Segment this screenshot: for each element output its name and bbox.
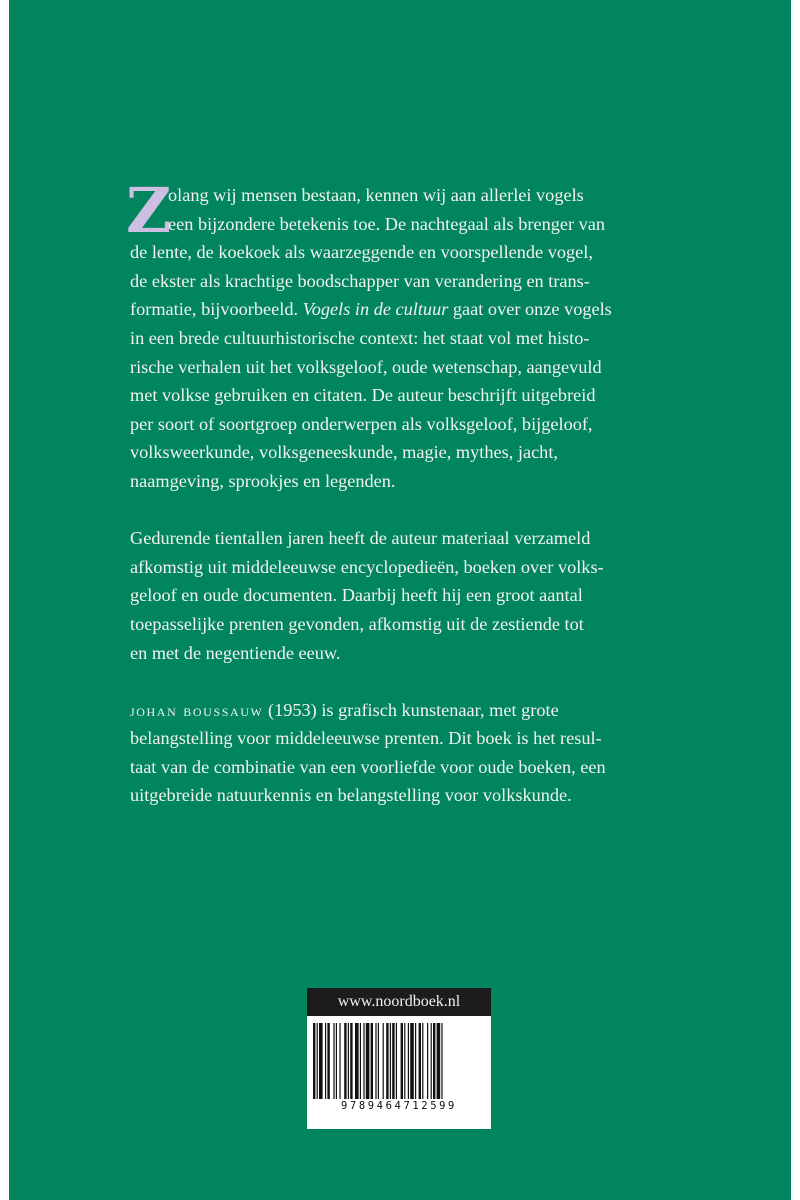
barcode-bar <box>386 1023 388 1099</box>
barcode-bar <box>427 1023 428 1099</box>
barcode-label <box>307 988 491 1129</box>
barcode-bar <box>431 1023 432 1099</box>
author-name: johan boussauw <box>130 699 264 720</box>
barcode-bar <box>441 1023 442 1099</box>
barcode-bar <box>360 1023 361 1099</box>
barcode-bar <box>415 1023 416 1099</box>
barcode-bar <box>355 1023 359 1099</box>
barcode-icon <box>313 1023 485 1099</box>
blurb-paragraph-1: Z olang wij mensen bestaan, kennen wij aan allerlei vogels een bijzondere betekenis toe. De nachtegaal als brenger van de lente, de koekoek als waarzeggende en voorspellende vogel, de ekster als krachtige boodschapper van verandering en trans- formatie, bijvoorbeeld. Vogels in de cultuur gaat over onze vogels in een brede cultuurhistorische context: het staat vol met histo- rische verhalen uit het volksgeloof, oude wetenschap, aangevuld met volkse gebruiken en citaten. De auteur beschrijft uitgebreid per soort of soortgroep onderwerpen als volksgeloof, bijgeloof, volksweerkunde, volksgeneeskunde, magie, mythes, jacht, naamgeving, sprookjes en legenden. <box>126 174 612 491</box>
barcode-bar <box>348 1023 349 1099</box>
barcode-bar <box>422 1023 423 1099</box>
barcode-bar <box>313 1023 315 1099</box>
barcode-bar <box>371 1023 373 1099</box>
barcode-bar <box>433 1023 435 1099</box>
barcode-bar <box>404 1023 405 1099</box>
barcode-bar <box>408 1023 409 1099</box>
blurb-paragraph-2: Gedurende tientallen jaren heeft de auteur materiaal verzameld afkomstig uit middeleeuwse encyclopedieën, boeken over volks- geloof en oude documenten. Daarbij heeft hij een groot aantal toepasselijke prenten gevonden, afkomstig uit de zestiende tot en met de negentiende eeuw. <box>130 528 604 663</box>
barcode-bar <box>392 1023 394 1099</box>
barcode-bar <box>339 1023 340 1099</box>
barcode-bar <box>327 1023 329 1099</box>
blurb-text <box>126 174 730 839</box>
barcode-bar <box>325 1023 326 1099</box>
barcode-bar <box>333 1023 334 1099</box>
barcode-bar <box>401 1023 403 1099</box>
barcode-bar <box>344 1023 346 1099</box>
book-title: Vogels in de cultuur <box>302 299 449 320</box>
isbn-number: 9789464712599 <box>341 1100 457 1112</box>
barcode-bar <box>375 1023 376 1099</box>
barcode-bar <box>383 1023 384 1099</box>
barcode-bar <box>366 1023 370 1099</box>
barcode-bar <box>410 1023 414 1099</box>
barcode-bar <box>336 1023 337 1099</box>
author-bio: johan boussauw (1953) is grafisch kunstenaar, met grote belangstelling voor middeleeuwse prenten. Dit boek is het resul- taat van de combinatie van een voorliefde voor oude boeken, een uitgebreide natuurkennis en belangstelling voor volkskunde. <box>130 699 606 806</box>
barcode-bar <box>378 1023 379 1099</box>
barcode-bar <box>437 1023 441 1099</box>
drop-cap: Z <box>126 174 172 247</box>
barcode-bar <box>419 1023 421 1099</box>
barcode-bar <box>319 1023 323 1099</box>
barcode-bar <box>350 1023 352 1099</box>
barcode-bar <box>363 1023 364 1099</box>
publisher-url: www.noordboek.nl <box>307 988 491 1016</box>
barcode-bar <box>390 1023 391 1099</box>
barcode-bar <box>317 1023 318 1099</box>
barcode-bar <box>396 1023 397 1099</box>
